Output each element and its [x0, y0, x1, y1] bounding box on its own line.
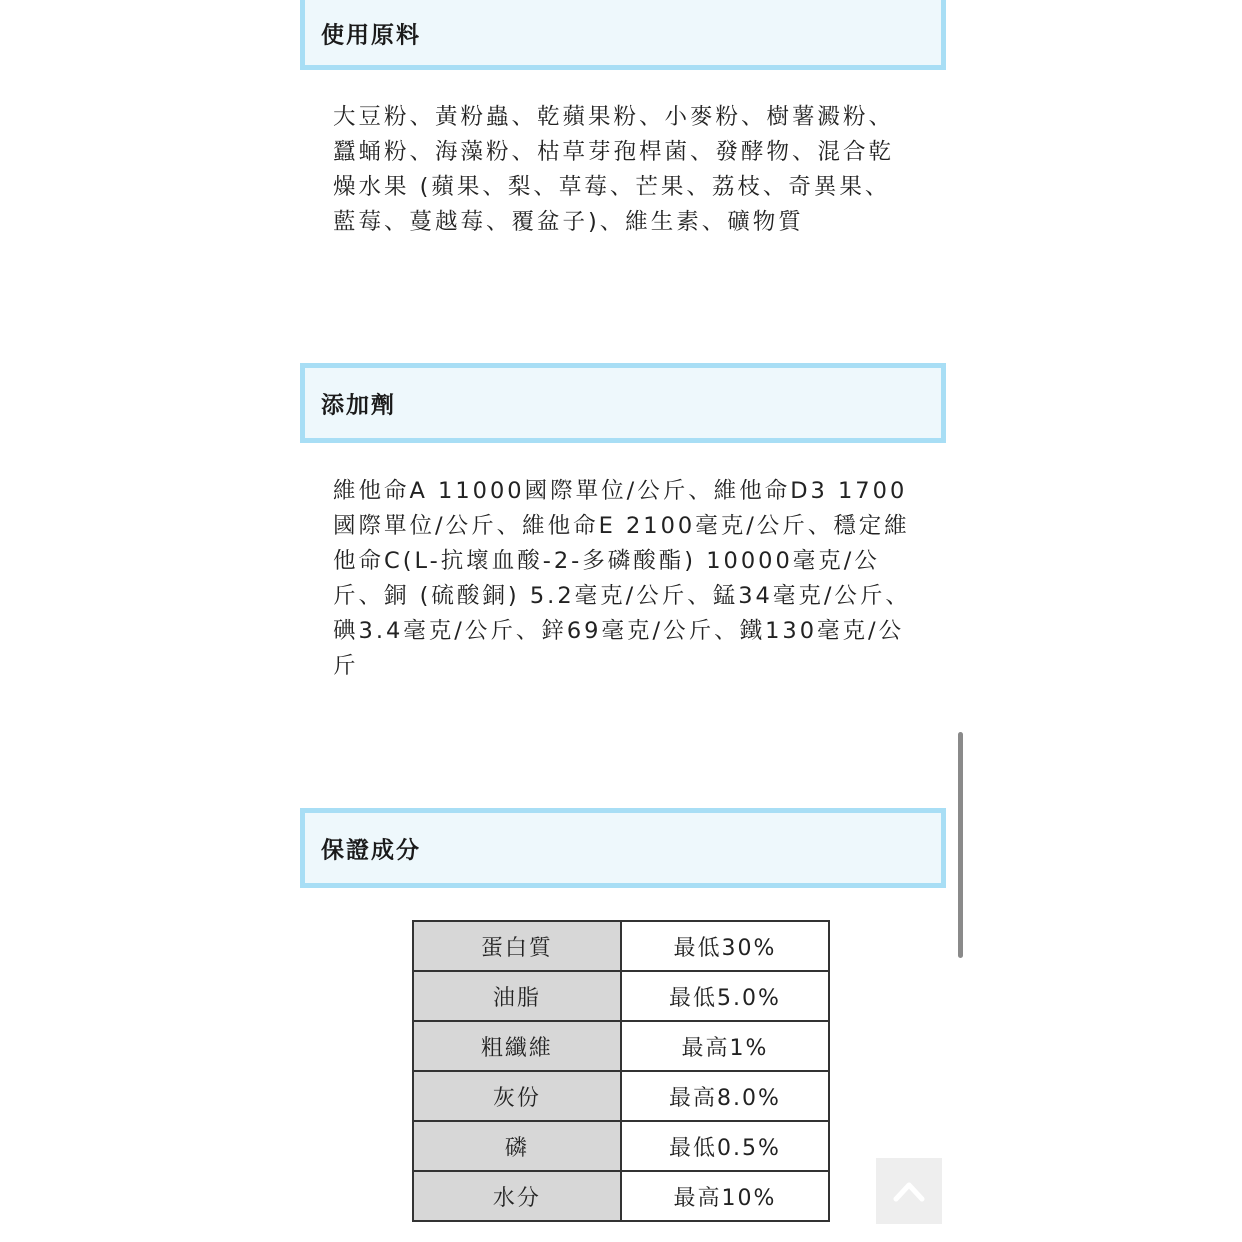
additives-title: 添加劑	[321, 392, 396, 419]
nutrient-value: 最低30%	[621, 921, 829, 971]
guarantee-header	[300, 808, 946, 888]
nutrient-name: 油脂	[413, 971, 621, 1021]
nutrient-value: 最低0.5%	[621, 1121, 829, 1171]
nutrient-value: 最高8.0%	[621, 1071, 829, 1121]
table-row	[413, 1171, 829, 1221]
nutrient-name: 磷	[413, 1121, 621, 1171]
table-row	[413, 1071, 829, 1121]
nutrient-value: 最高10%	[621, 1171, 829, 1221]
back-to-top-button[interactable]	[876, 1158, 942, 1224]
chevron-up-icon	[893, 1180, 925, 1202]
nutrient-name: 粗纖維	[413, 1021, 621, 1071]
table-row	[413, 1021, 829, 1071]
nutrient-name: 水分	[413, 1171, 621, 1221]
ingredients-header	[300, 0, 946, 70]
guarantee-title: 保證成分	[321, 837, 421, 864]
additives-header	[300, 363, 946, 443]
ingredients-text: 大豆粉、黃粉蟲、乾蘋果粉、小麥粉、樹薯澱粉、 蠶蛹粉、海藻粉、枯草芽孢桿菌、發酵物、混合乾 燥水果 (蘋果、梨、草莓、芒果、荔枝、奇異果、 藍莓、蔓越莓、覆盆子)、維生素、礦物質	[333, 104, 895, 235]
ingredients-title: 使用原料	[321, 22, 421, 49]
nutrient-name: 灰份	[413, 1071, 621, 1121]
table-row	[413, 1121, 829, 1171]
nutrient-value: 最高1%	[621, 1021, 829, 1071]
scrollbar-thumb[interactable]	[958, 732, 963, 958]
guaranteed-analysis-table	[412, 920, 830, 1222]
table-row	[413, 921, 829, 971]
additives-text: 維他命A 11000國際單位/公斤、維他命D3 1700 國際單位/公斤、維他命E 2100毫克/公斤、穩定維 他命C(L-抗壞血酸-2-多磷酸酯) 10000毫克/公 斤、銅 (硫酸銅) 5.2毫克/公斤、錳34毫克/公斤、 碘3.4毫克/公斤、鋅69毫克/公斤、鐵130毫克/公 斤	[333, 478, 911, 679]
nutrient-name: 蛋白質	[413, 921, 621, 971]
table-row	[413, 971, 829, 1021]
nutrient-value: 最低5.0%	[621, 971, 829, 1021]
